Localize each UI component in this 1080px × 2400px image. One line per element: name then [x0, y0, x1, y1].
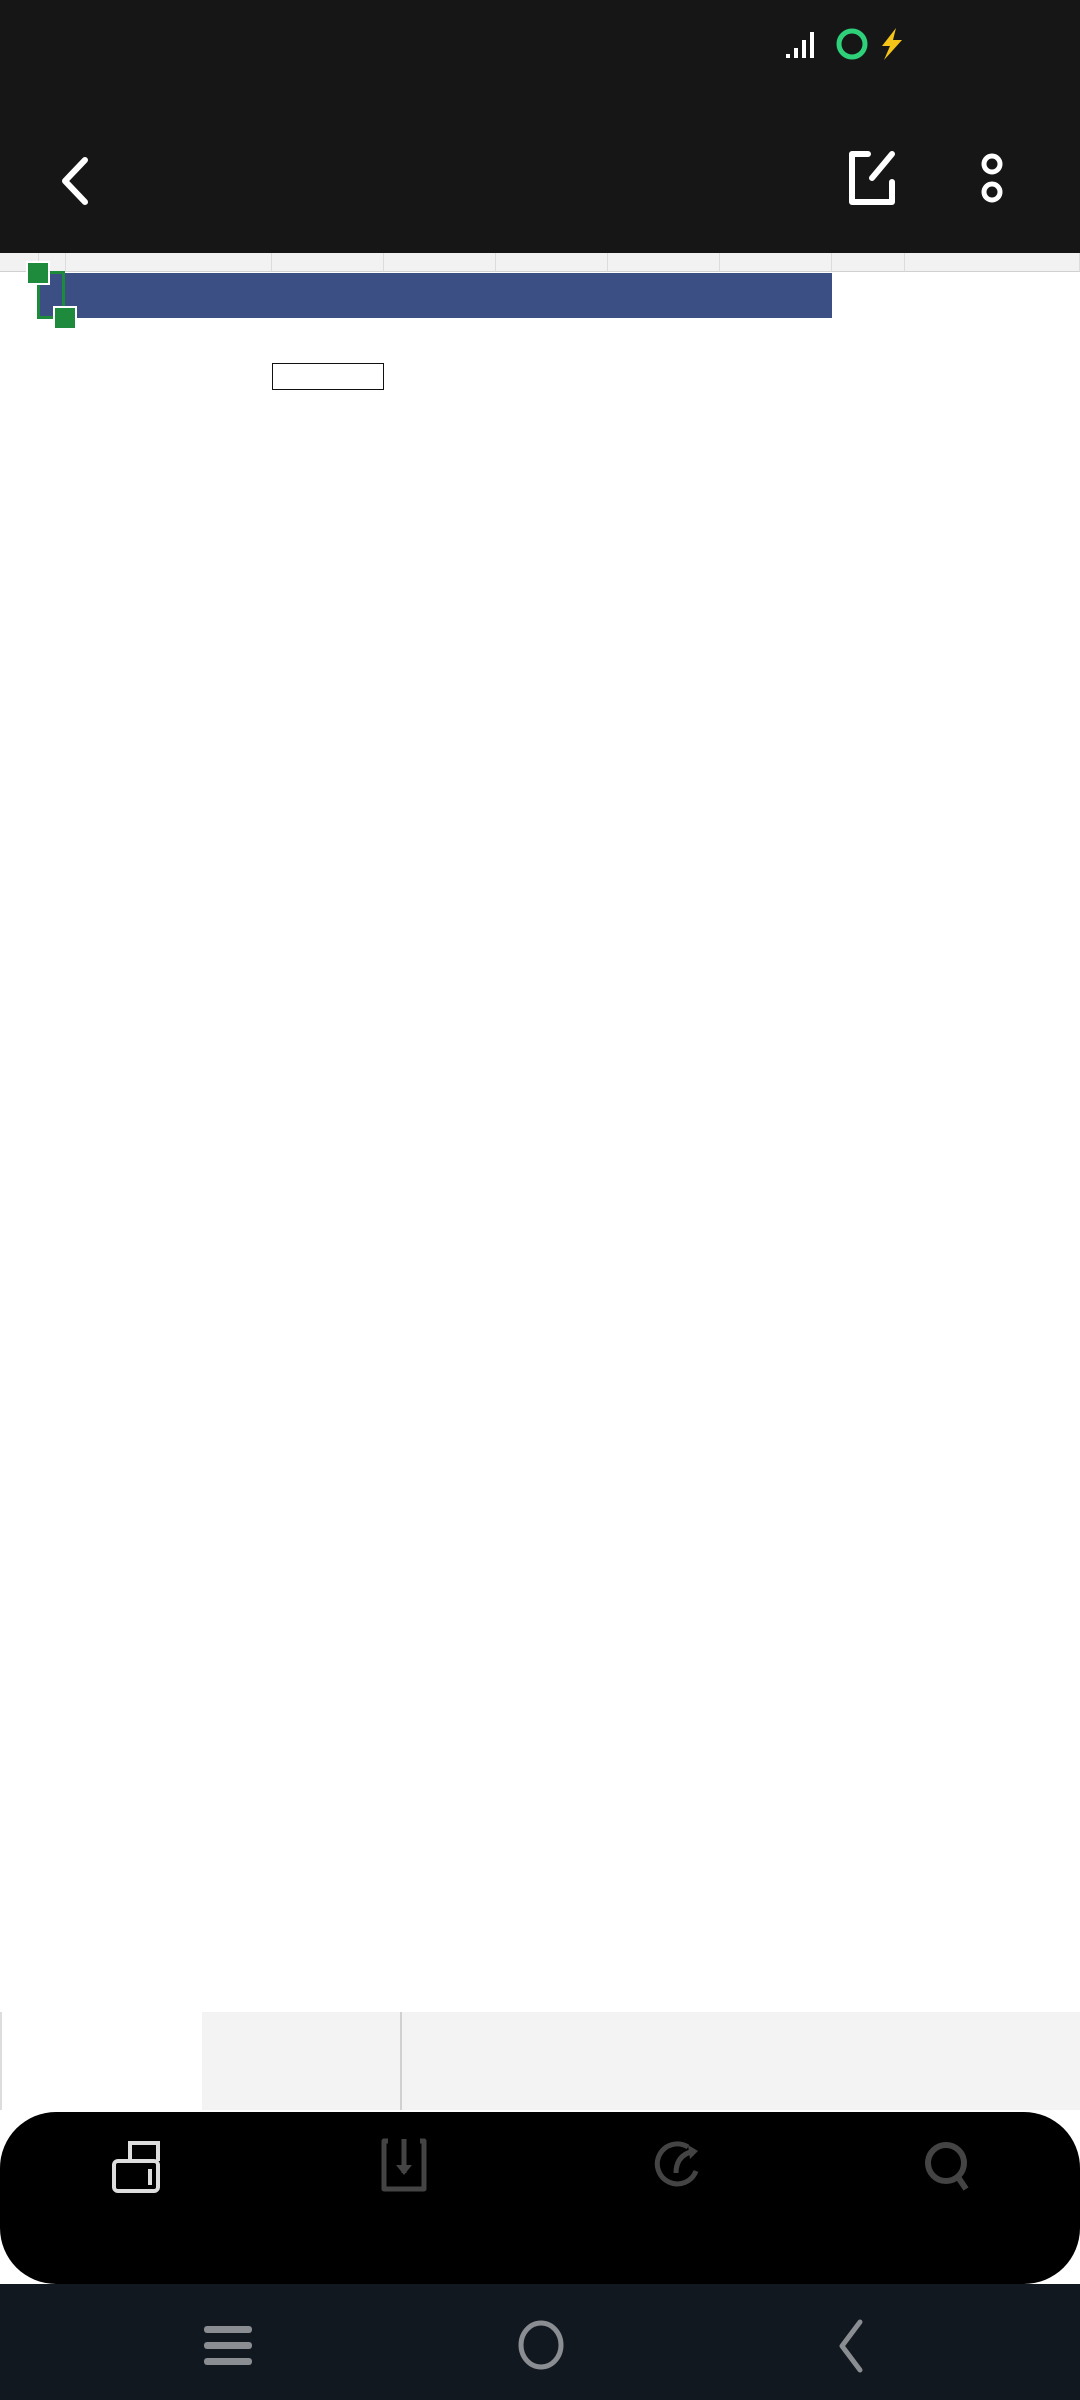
share-icon	[652, 2137, 704, 2197]
signal-icon	[784, 28, 820, 60]
column-header-h[interactable]	[832, 253, 905, 272]
charging-icon	[876, 26, 908, 62]
sheet-tab-help[interactable]	[202, 2012, 402, 2110]
export-button[interactable]	[270, 2112, 540, 2284]
system-navigation-bar	[0, 2284, 1080, 2400]
recent-apps-icon[interactable]	[200, 2322, 256, 2370]
back-icon[interactable]	[830, 2318, 870, 2374]
search-icon	[922, 2137, 974, 2197]
edit-icon[interactable]	[846, 148, 902, 208]
compound-period-label	[66, 363, 272, 390]
export-icon	[378, 2137, 430, 2197]
column-header-d[interactable]	[384, 253, 496, 272]
selection-handle-bottom[interactable]	[53, 306, 77, 330]
bottom-toolbar	[0, 2112, 1080, 2284]
share-button[interactable]	[540, 2112, 810, 2284]
selection-handle-top[interactable]	[26, 261, 50, 285]
column-header-c[interactable]	[272, 253, 384, 272]
chevron-left-icon[interactable]	[55, 156, 95, 206]
home-icon[interactable]	[516, 2316, 566, 2374]
data-saver-icon	[834, 26, 870, 62]
spreadsheet-grid[interactable]	[0, 253, 1080, 2013]
sheet-title[interactable]	[39, 273, 832, 318]
column-header-i[interactable]	[905, 253, 1080, 272]
column-header-b[interactable]	[66, 253, 272, 272]
rotate-screen-icon	[110, 2137, 162, 2197]
app-bar	[0, 96, 1080, 253]
status-bar	[0, 0, 1080, 96]
sheet-tabs	[0, 2012, 1080, 2110]
compound-period-note	[386, 363, 826, 390]
search-button[interactable]	[810, 2112, 1080, 2284]
column-header-g[interactable]	[720, 253, 832, 272]
more-vertical-icon[interactable]	[974, 148, 1014, 208]
sheet-tab-mortgage[interactable]	[0, 2012, 202, 2110]
compound-period-input[interactable]	[272, 363, 384, 390]
column-header-f[interactable]	[608, 253, 720, 272]
column-header-e[interactable]	[496, 253, 608, 272]
rotate-screen-button[interactable]	[0, 2112, 270, 2284]
